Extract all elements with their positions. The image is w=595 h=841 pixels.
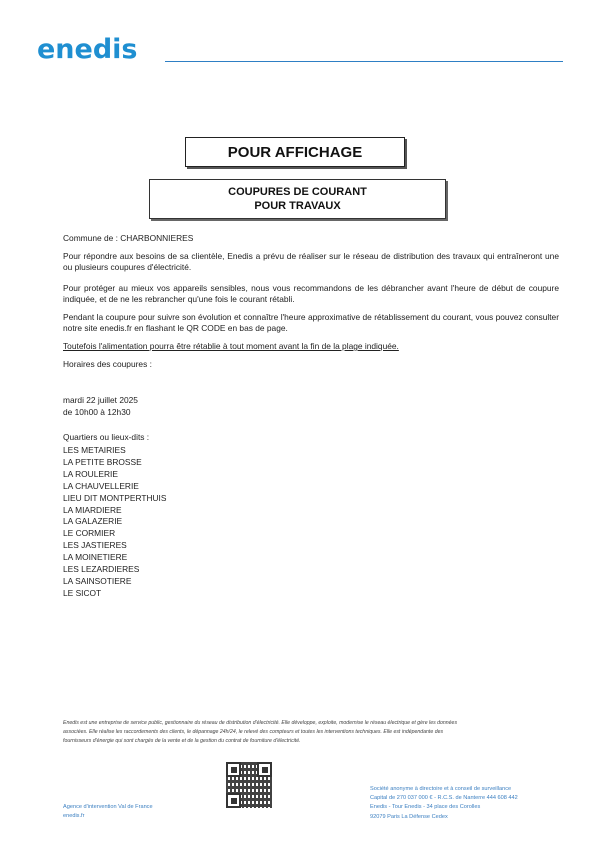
list-item: LA MOINETIERE (63, 552, 128, 563)
qr-finder-icon (257, 762, 272, 777)
footer-right (370, 785, 518, 822)
footer-line-1: Enedis est une entreprise de service public, gestionnaire du réseau de distribution d'électricité. Elle développe, exploite, modernise le réseau électrique et gère les données (63, 720, 458, 726)
agency-name: Agence d'intervention Val de France (63, 804, 153, 810)
company-line-4: 92079 Paris La Défense Cedex (370, 813, 448, 820)
footer-disclaimer (63, 719, 533, 747)
outage-date: mardi 22 juillet 2025 (63, 395, 138, 405)
list-item: LIEU DIT MONTPERTHUIS (63, 492, 167, 503)
list-item: LE CORMIER (63, 528, 116, 539)
paragraph-intro: Pour répondre aux besoins de sa clientèle, Enedis a prévu de réaliser sur le réseau de distribution des travaux qui entraîneront une ou plusieurs coupures d'électricité. (63, 251, 559, 272)
qr-code[interactable] (226, 762, 272, 808)
list-item: LA PETITE BROSSE (63, 456, 142, 467)
list-item: LES LEZARDIERES (63, 564, 140, 575)
footer-line-2: associées. Elle réalise les raccordements des clients, le dépannage 24h/24, le relevé des compteurs et toutes les interventions techniques. Elle est indépendante des (63, 729, 444, 736)
website-link[interactable]: enedis.fr (63, 813, 85, 819)
list-item: LA ROULERIE (63, 468, 118, 479)
footer-line-3: fournisseurs d'énergie qui sont chargés de la vente et de la gestion du contrat de fourniture d'électricité. (63, 738, 301, 745)
subtitle-line-2: POUR TRAVAUX (254, 200, 341, 212)
list-item: LES METAIRIES (63, 445, 126, 455)
list-item: LA SAINSOTIERE (63, 575, 132, 586)
places-label: Quartiers ou lieux-dits : (63, 432, 150, 442)
subtitle-line-1: COUPURES DE COURANT (228, 186, 367, 198)
list-item: LA GALAZERIE (63, 516, 123, 527)
qr-finder-icon (226, 793, 241, 808)
list-item: LA MIARDIERE (63, 504, 122, 515)
subtitle-box (149, 179, 446, 219)
page-title: POUR AFFICHAGE (185, 137, 405, 167)
list-item: LES JASTIERES (63, 540, 127, 551)
paragraph-advice: Pour protéger au mieux vos appareils sensibles, nous vous recommandons de les débrancher avant l'heure de début de coupure indiquée, et de ne les rebrancher qu'une fois le courant rétabli. (63, 283, 559, 304)
outage-time: de 10h00 à 12h30 (63, 407, 131, 417)
warning-text: Toutefois l'alimentation pourra être rétablie à tout moment avant la fin de la plage indiquée. (63, 341, 399, 351)
company-line-1: Société anonyme à directoire et à conseil de surveillance (370, 786, 512, 792)
qr-finder-icon (226, 762, 241, 777)
list-item: LA CHAUVELLERIE (63, 480, 139, 491)
enedis-logo: enedis (37, 34, 138, 65)
footer-left (63, 803, 153, 821)
company-line-3: Enedis - Tour Enedis - 34 place des Corolles (370, 804, 481, 811)
commune-label: Commune de : CHARBONNIERES (63, 233, 194, 243)
company-line-2: Capital de 270 037 000 € - R.C.S. de Nanterre 444 608 442 (370, 795, 518, 802)
header-rule (165, 61, 563, 62)
schedule-label: Horaires des coupures : (63, 359, 152, 369)
list-item: LE SICOT (63, 587, 102, 598)
paragraph-qr: Pendant la coupure pour suivre son évolution et connaître l'heure approximative de rétablissement du courant, vous pouvez consulter notre site enedis.fr en flashant le QR CODE en bas de page. (63, 312, 559, 333)
places-list (63, 445, 166, 600)
